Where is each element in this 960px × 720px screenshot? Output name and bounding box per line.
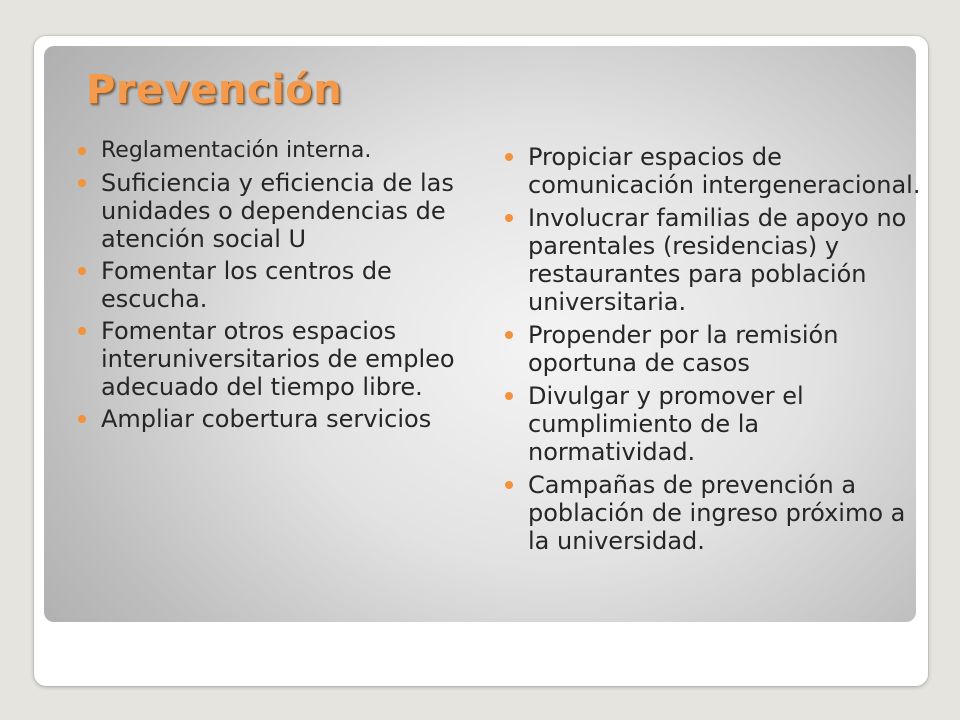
list-item: [76, 137, 466, 165]
list-item-text: Divulgar y promover el cumplimiento de la normatividad.: [528, 382, 804, 466]
bullet-dot-icon: [78, 327, 86, 335]
list-item: [503, 204, 928, 316]
left-bullet-list: [76, 137, 466, 437]
list-item-text: Propender por la remisión oportuna de casos: [528, 321, 839, 377]
bullet-dot-icon: [78, 267, 86, 275]
bullet-dot-icon: [78, 179, 86, 187]
list-item-text: Campañas de prevención a población de ingreso próximo a la universidad.: [528, 471, 906, 555]
bullet-dot-icon: [505, 214, 513, 222]
list-item: [76, 169, 466, 253]
bullet-dot-icon: [505, 392, 513, 400]
list-item: [76, 317, 466, 401]
list-item-text: Reglamentación interna.: [101, 138, 372, 163]
bullet-dot-icon: [78, 415, 86, 423]
list-item-text: Fomentar otros espacios interuniversitarios de empleo adecuado del tiempo libre.: [101, 317, 455, 401]
list-item: [76, 405, 466, 433]
right-bullet-list: [503, 143, 928, 560]
list-item: [503, 471, 928, 555]
bullet-dot-icon: [505, 331, 513, 339]
bullet-dot-icon: [78, 147, 86, 155]
list-item-text: Ampliar cobertura servicios: [101, 405, 432, 433]
bullet-dot-icon: [505, 481, 513, 489]
list-item: [503, 382, 928, 466]
list-item-text: Involucrar familias de apoyo no parentales (residencias) y restaurantes para población universitaria.: [528, 204, 907, 316]
bullet-dot-icon: [505, 153, 513, 161]
list-item: [503, 321, 928, 377]
list-item-text: Propiciar espacios de comunicación intergeneracional.: [528, 143, 921, 199]
list-item-text: Fomentar los centros de escucha.: [101, 257, 392, 313]
list-item: [76, 257, 466, 313]
list-item-text: Suficiencia y eficiencia de las unidades o dependencias de atención social U: [101, 169, 454, 253]
list-item: [503, 143, 928, 199]
slide-title: Prevención: [86, 67, 343, 113]
